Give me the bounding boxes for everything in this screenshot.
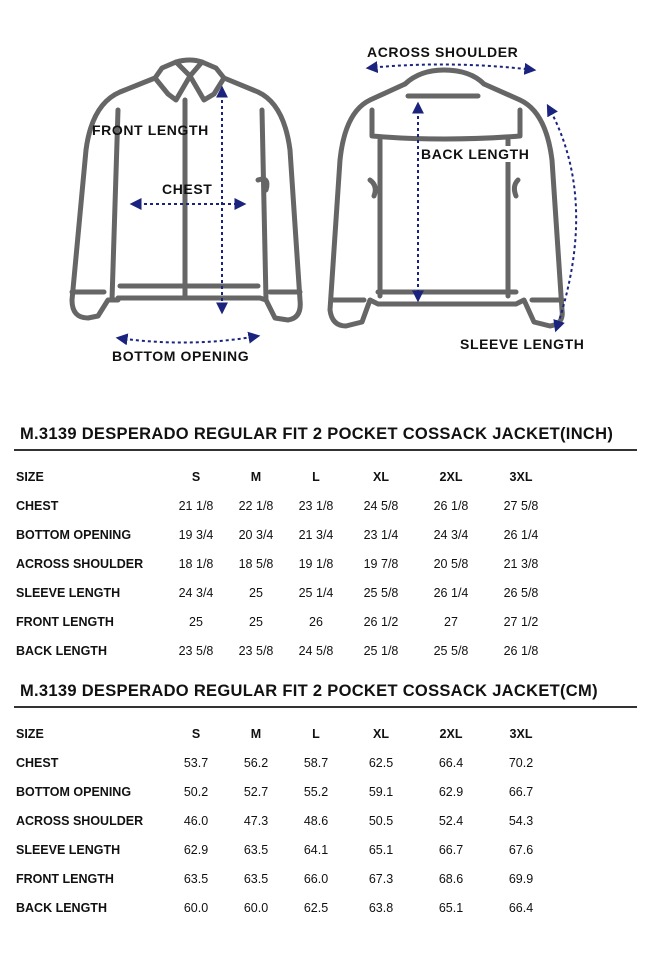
cell: 60.0 [243,900,269,915]
cell: 20 3/4 [238,527,274,542]
cell: 63.8 [368,900,394,915]
row-label: BOTTOM OPENING [16,527,132,542]
header-size: SIZE [16,726,44,741]
cell: 25 [189,614,203,629]
header-m: M [250,726,262,741]
cell: 46.0 [183,813,209,828]
table-row [16,520,556,549]
cell: 22 1/8 [238,498,274,513]
across-shoulder-label: ACROSS SHOULDER [367,44,519,60]
table-header-row [16,462,556,491]
cell: 63.5 [183,871,209,886]
cell: 24 3/4 [178,585,214,600]
cell: 52.7 [243,784,269,799]
cell: 62.9 [183,842,209,857]
header-xl: XL [373,469,389,484]
cell: 54.3 [508,813,534,828]
table-row [16,636,556,665]
table-row [16,835,556,864]
header-s: S [191,469,201,484]
table-row [16,607,556,636]
row-label: ACROSS SHOULDER [16,813,144,828]
cell: 52.4 [438,813,464,828]
cell: 65.1 [438,900,464,915]
cell: 24 3/4 [433,527,469,542]
back-length-label: BACK LENGTH [421,146,530,162]
header-l: L [312,469,320,484]
cell: 67.6 [508,842,534,857]
cell: 25 [249,585,263,600]
cell: 21 3/8 [503,556,539,571]
cell: 47.3 [243,813,269,828]
row-label: CHEST [16,755,59,770]
cell: 66.7 [438,842,464,857]
cell: 48.6 [303,813,329,828]
bottom-opening-label: BOTTOM OPENING [112,348,250,364]
cell: 66.4 [508,900,534,915]
cell: 53.7 [183,755,209,770]
cell: 65.1 [368,842,394,857]
title-divider [14,706,637,708]
cell: 50.2 [183,784,209,799]
header-s: S [191,726,201,741]
title-divider [14,449,637,451]
cell: 25 5/8 [363,585,399,600]
header-3xl: 3XL [509,726,533,741]
table-row [16,893,556,922]
cell: 25 1/8 [363,643,399,658]
cell: 26 5/8 [503,585,539,600]
cm-table-title: M.3139 DESPERADO REGULAR FIT 2 POCKET COSSACK JACKET(CM) [20,682,598,700]
cell: 63.5 [243,842,269,857]
cell: 26 1/8 [503,643,539,658]
cell: 50.5 [368,813,394,828]
table-row [16,748,556,777]
cell: 27 [444,614,458,629]
row-label: SLEEVE LENGTH [16,585,121,600]
cell: 18 5/8 [238,556,274,571]
cell: 63.5 [243,871,269,886]
cell: 24 5/8 [363,498,399,513]
row-label: FRONT LENGTH [16,871,114,886]
sleeve-length-label: SLEEVE LENGTH [460,336,585,352]
cell: 24 5/8 [298,643,334,658]
cell: 26 1/4 [503,527,539,542]
front-length-label: FRONT LENGTH [92,122,209,138]
inch-size-table [16,462,556,665]
cell: 23 1/8 [298,498,334,513]
cell: 62.5 [303,900,329,915]
cell: 25 5/8 [433,643,469,658]
cell: 67.3 [368,871,394,886]
cell: 66.4 [438,755,464,770]
row-label: BACK LENGTH [16,643,107,658]
cell: 55.2 [303,784,329,799]
cell: 60.0 [183,900,209,915]
cell: 26 1/8 [433,498,469,513]
header-3xl: 3XL [509,469,533,484]
cell: 62.5 [368,755,394,770]
header-m: M [250,469,262,484]
table-row [16,578,556,607]
cell: 69.9 [508,871,534,886]
header-2xl: 2XL [439,469,463,484]
cell: 23 1/4 [363,527,399,542]
row-label: BACK LENGTH [16,900,107,915]
cell: 27 5/8 [503,498,539,513]
inch-table-title: M.3139 DESPERADO REGULAR FIT 2 POCKET COSSACK JACKET(INCH) [20,425,614,443]
cell: 58.7 [303,755,329,770]
cell: 23 5/8 [178,643,214,658]
cell: 23 5/8 [238,643,274,658]
bottom-opening-arrow [118,336,258,343]
cell: 66.7 [508,784,534,799]
cell: 25 1/4 [298,585,334,600]
cell: 56.2 [243,755,269,770]
header-2xl: 2XL [439,726,463,741]
header-xl: XL [373,726,389,741]
cell: 26 1/2 [363,614,399,629]
cell: 19 7/8 [363,556,399,571]
table-header-row [16,719,556,748]
cell: 21 1/8 [178,498,214,513]
table-row [16,491,556,520]
cell: 27 1/2 [503,614,539,629]
row-label: ACROSS SHOULDER [16,556,144,571]
row-label: BOTTOM OPENING [16,784,132,799]
cell: 70.2 [508,755,534,770]
cell: 66.0 [303,871,329,886]
table-row [16,549,556,578]
cell: 62.9 [438,784,464,799]
row-label: FRONT LENGTH [16,614,114,629]
header-size: SIZE [16,469,44,484]
row-label: SLEEVE LENGTH [16,842,121,857]
cell: 26 1/4 [433,585,469,600]
table-row [16,806,556,835]
header-l: L [312,726,320,741]
cell: 64.1 [303,842,329,857]
cell: 59.1 [368,784,394,799]
chest-label: CHEST [162,181,213,197]
table-row [16,777,556,806]
table-row [16,864,556,893]
cell: 21 3/4 [298,527,334,542]
cell: 20 5/8 [433,556,469,571]
cell: 18 1/8 [178,556,214,571]
cell: 26 [309,614,323,629]
cell: 19 1/8 [298,556,334,571]
cell: 68.6 [438,871,464,886]
cell: 25 [249,614,263,629]
back-jacket-outline [330,70,562,326]
cell: 19 3/4 [178,527,214,542]
cm-size-table [16,719,556,922]
measurement-diagram [0,0,657,400]
row-label: CHEST [16,498,59,513]
